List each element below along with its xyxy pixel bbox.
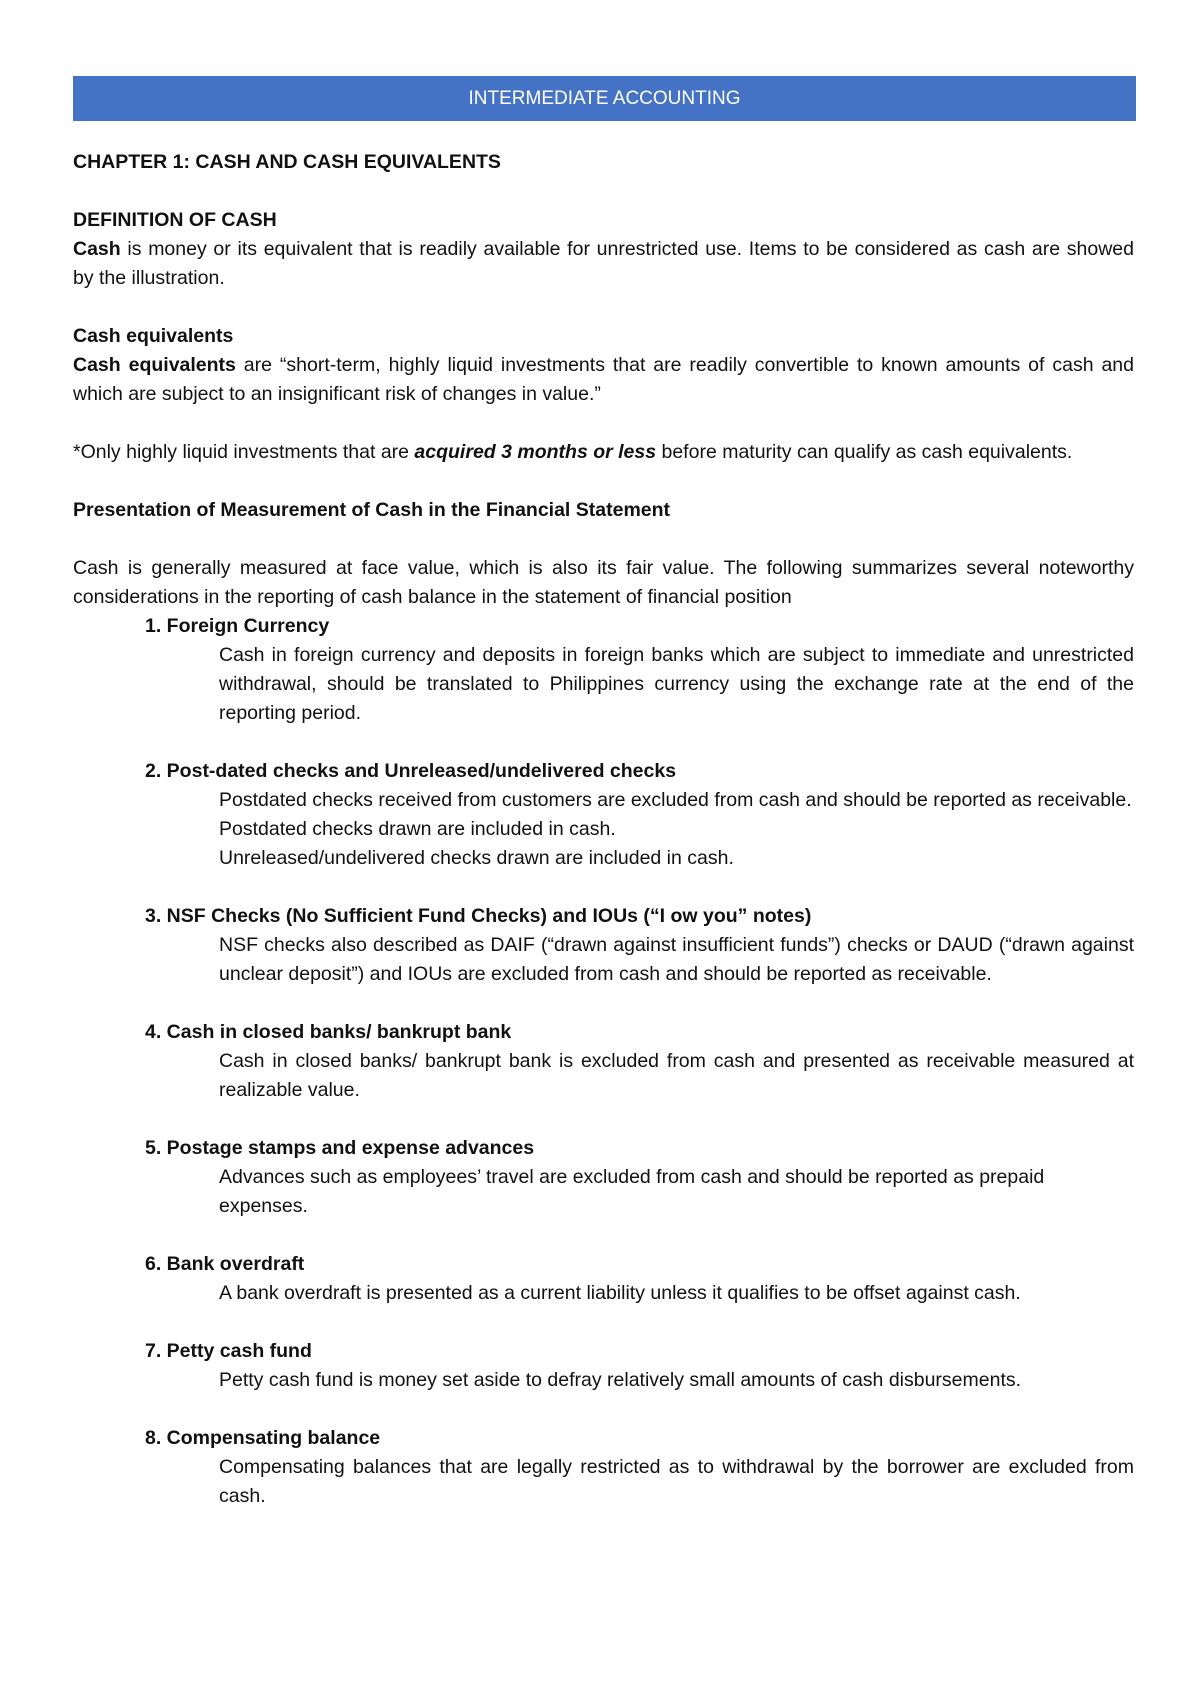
item-title: 6. Bank overdraft <box>145 1253 305 1275</box>
document-body <box>73 148 1134 1511</box>
presentation-intro: Cash is generally measured at face value, which is also its fair value. The following summarizes several noteworthy considerations in the reporting of cash balance in the statement of financial position <box>73 557 1134 608</box>
list-item-foreign-currency <box>73 612 1134 728</box>
item-text: Unreleased/undelivered checks drawn are included in cash. <box>219 847 734 869</box>
definition-paragraph <box>73 235 1134 293</box>
item-text: NSF checks also described as DAIF (“drawn against insufficient funds”) checks or DAUD (“drawn against unclear deposit”) and IOUs are excluded from cash and should be reported as receivable. <box>219 934 1134 985</box>
item-text: Petty cash fund is money set aside to defray relatively small amounts of cash disbursements. <box>219 1369 1022 1391</box>
item-title: 4. Cash in closed banks/ bankrupt bank <box>145 1021 512 1043</box>
list-item-bank-overdraft <box>73 1250 1134 1308</box>
cash-equivalents-note <box>73 438 1134 467</box>
cash-equivalents-heading: Cash equivalents <box>73 325 234 347</box>
item-text: Advances such as employees’ travel are excluded from cash and should be reported as prepaid expenses. <box>219 1166 1045 1217</box>
list-item-closed-banks <box>73 1018 1134 1105</box>
presentation-heading: Presentation of Measurement of Cash in the Financial Statement <box>73 499 671 521</box>
item-title: 1. Foreign Currency <box>145 615 330 637</box>
definition-heading: DEFINITION OF CASH <box>73 209 277 231</box>
definition-text: is money or its equivalent that is readily available for unrestricted use. Items to be considered as cash are showed by the illustration. <box>73 238 1134 289</box>
item-text: A bank overdraft is presented as a current liability unless it qualifies to be offset against cash. <box>219 1282 1021 1304</box>
cash-equivalents-paragraph <box>73 351 1134 409</box>
cash-equivalents-term: Cash equivalents <box>73 354 236 376</box>
item-title: 8. Compensating balance <box>145 1427 381 1449</box>
item-title: 5. Postage stamps and expense advances <box>145 1137 535 1159</box>
item-text: Postdated checks drawn are included in cash. <box>219 818 616 840</box>
item-text: Cash in closed banks/ bankrupt bank is excluded from cash and presented as receivable measured at realizable value. <box>219 1050 1134 1101</box>
cash-equivalents-text: are “short-term, highly liquid investments that are readily convertible to known amounts of cash and which are subject to an insignificant risk of changes in value.” <box>73 354 1134 405</box>
list-item-nsf-checks <box>73 902 1134 989</box>
item-title: 7. Petty cash fund <box>145 1340 312 1362</box>
list-item-postdated-checks <box>73 757 1134 873</box>
item-text: Postdated checks received from customers are excluded from cash and should be reported as receivable. <box>219 789 1132 811</box>
list-item-petty-cash <box>73 1337 1134 1395</box>
note-text-after: before maturity can qualify as cash equivalents. <box>656 441 1073 463</box>
definition-term: Cash <box>73 238 121 260</box>
item-text: Cash in foreign currency and deposits in foreign banks which are subject to immediate and unrestricted withdrawal, should be translated to Philippines currency using the exchange rate at the end of the reporting period. <box>219 644 1134 724</box>
item-title: 3. NSF Checks (No Sufficient Fund Checks) and IOUs (“I ow you” notes) <box>145 905 812 927</box>
header-banner: INTERMEDIATE ACCOUNTING <box>73 76 1136 121</box>
list-item-compensating-balance <box>73 1424 1134 1511</box>
chapter-title: CHAPTER 1: CASH AND CASH EQUIVALENTS <box>73 151 501 173</box>
note-text-before: *Only highly liquid investments that are <box>73 441 415 463</box>
item-title: 2. Post-dated checks and Unreleased/undelivered checks <box>145 760 677 782</box>
considerations-list <box>73 612 1134 1511</box>
list-item-postage-stamps <box>73 1134 1134 1221</box>
note-emphasis: acquired 3 months or less <box>414 441 657 463</box>
item-text: Compensating balances that are legally restricted as to withdrawal by the borrower are excluded from cash. <box>219 1456 1134 1507</box>
